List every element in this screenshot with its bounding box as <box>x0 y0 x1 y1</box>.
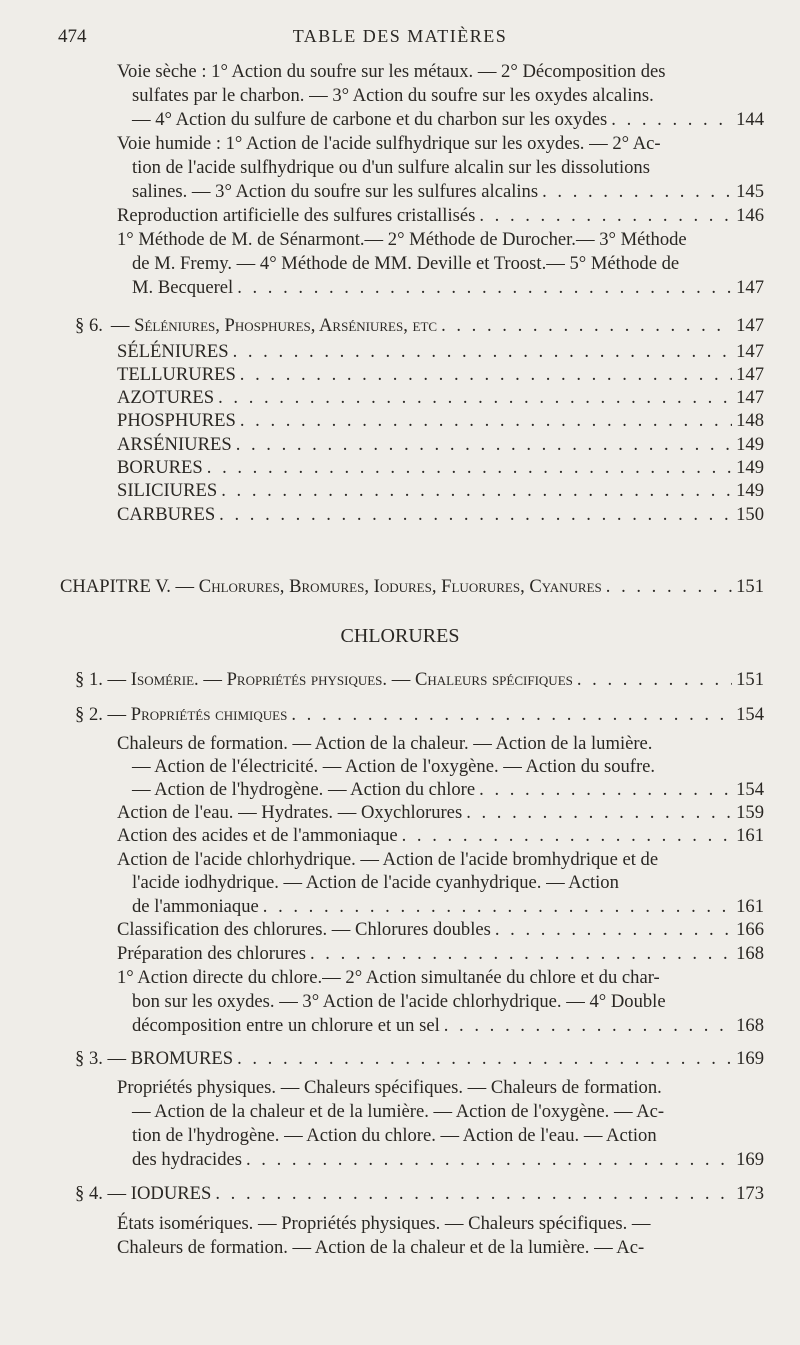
toc-entry: Préparation des chlorures . . . 168 <box>117 942 764 966</box>
page-ref: 150 <box>736 504 764 525</box>
page-ref: 154 <box>736 779 764 800</box>
toc-entry: SÉLÉNIURES . . . 147 <box>117 340 764 364</box>
toc-entry: décomposition entre un chlorure et un sel . . . 168 <box>132 1014 764 1038</box>
section-entry: § 2. — Propriétés chimiques . . . 154 <box>75 703 764 727</box>
page-ref: 147 <box>736 341 764 362</box>
section-heading: CHLORURES <box>340 625 460 647</box>
toc-entry: Action de l'eau. — Hydrates. — Oxychlorures . . . 159 <box>117 801 764 825</box>
toc-entry: — 4° Action du sulfure de carbone et du charbon sur les oxydes . . . 144 <box>132 108 764 132</box>
page-ref: 148 <box>736 410 764 431</box>
toc-line: 1° Action directe du chlore.— 2° Action simultanée du chlore et du char- <box>117 967 660 988</box>
page-ref: 166 <box>736 919 764 940</box>
toc-line: bon sur les oxydes. — 3° Action de l'acide chlorhydrique. — 4° Double <box>132 991 666 1012</box>
page-ref: 149 <box>736 480 764 501</box>
toc-line: tion de l'acide sulfhydrique ou d'un sulfure alcalin sur les dissolutions <box>132 157 650 178</box>
running-header <box>0 26 800 50</box>
toc-entry: CARBURES . . . 150 <box>117 503 764 527</box>
page-ref: 147 <box>736 387 764 408</box>
toc-line: États isomériques. — Propriétés physiques. — Chaleurs spécifiques. — <box>117 1213 651 1234</box>
section-entry: § 1. — Isomérie. — Propriétés physiques. — Chaleurs spécifiques . . . 151 <box>75 668 764 692</box>
page-ref: 147 <box>736 364 764 385</box>
toc-entry: Action des acides et de l'ammoniaque . . . 161 <box>117 824 764 848</box>
page-ref: 149 <box>736 434 764 455</box>
page-ref: 145 <box>736 181 764 202</box>
toc-line: Voie humide : 1° Action de l'acide sulfhydrique sur les oxydes. — 2° Ac- <box>117 133 661 154</box>
page-ref: 161 <box>736 896 764 917</box>
page-ref: 151 <box>736 576 764 597</box>
toc-entry: TELLURURES . . . 147 <box>117 363 764 387</box>
toc-entry: — Action de l'hydrogène. — Action du chlore . . . 154 <box>132 778 764 802</box>
chapter-entry: CHAPITRE V. — Chlorures, Bromures, Iodures, Fluorures, Cyanures . . . 151 <box>60 575 764 599</box>
page-number: 474 <box>58 26 87 47</box>
page-ref: 169 <box>736 1149 764 1170</box>
toc-entry: salines. — 3° Action du soufre sur les sulfures alcalins . . . 145 <box>132 180 764 204</box>
toc-entry: BORURES . . . 149 <box>117 456 764 480</box>
toc-line: de M. Fremy. — 4° Méthode de MM. Deville et Troost.— 5° Méthode de <box>132 253 680 274</box>
toc-entry: M. Becquerel . . . 147 <box>132 276 764 300</box>
toc-entry: Classification des chlorures. — Chlorures doubles . . . 166 <box>117 918 764 942</box>
toc-line: 1° Méthode de M. de Sénarmont.— 2° Méthode de Durocher.— 3° Méthode <box>117 229 687 250</box>
toc-line: tion de l'hydrogène. — Action du chlore. — Action de l'eau. — Action <box>132 1125 657 1146</box>
toc-entry: AZOTURES . . . 147 <box>117 386 764 410</box>
toc-line: sulfates par le charbon. — 3° Action du soufre sur les oxydes alcalins. <box>132 85 654 106</box>
toc-entry: de l'ammoniaque . . . 161 <box>132 895 764 919</box>
page-ref: 161 <box>736 825 764 846</box>
toc-line: l'acide iodhydrique. — Action de l'acide cyanhydrique. — Action <box>132 872 619 893</box>
page-ref: 173 <box>736 1183 764 1204</box>
page-ref: 168 <box>736 1015 764 1036</box>
page-ref: 154 <box>736 704 764 725</box>
page-ref: 144 <box>736 109 764 130</box>
page-ref: 168 <box>736 943 764 964</box>
page-ref: 159 <box>736 802 764 823</box>
section-entry: § 4. — IODURES . . . 173 <box>75 1182 764 1206</box>
toc-line: Action de l'acide chlorhydrique. — Action de l'acide bromhydrique et de <box>117 849 659 870</box>
page-ref: 147 <box>736 277 764 298</box>
section-entry: § 3. — BROMURES . . . 169 <box>75 1047 764 1071</box>
toc-line: — Action de l'électricité. — Action de l'oxygène. — Action du soufre. <box>132 756 656 777</box>
toc-entry: Reproduction artificielle des sulfures cristallisés . . . 146 <box>117 204 764 228</box>
toc-entry: des hydracides . . . 169 <box>132 1148 764 1172</box>
toc-line: Propriétés physiques. — Chaleurs spécifiques. — Chaleurs de formation. <box>117 1077 662 1098</box>
toc-line: Chaleurs de formation. — Action de la chaleur. — Action de la lumière. <box>117 733 653 754</box>
page-ref: 146 <box>736 205 764 226</box>
toc-line: Chaleurs de formation. — Action de la chaleur et de la lumière. — Ac- <box>117 1237 645 1258</box>
toc-line: Voie sèche : 1° Action du soufre sur les métaux. — 2° Décomposition des <box>117 61 666 82</box>
toc-line: — Action de la chaleur et de la lumière. — Action de l'oxygène. — Ac- <box>132 1101 665 1122</box>
page-ref: 151 <box>736 669 764 690</box>
toc-entry: PHOSPHURES . . . 148 <box>117 409 764 433</box>
page-ref: 169 <box>736 1048 764 1069</box>
toc-entry: SILICIURES . . . 149 <box>117 479 764 503</box>
page-ref: 147 <box>736 315 764 336</box>
page-ref: 149 <box>736 457 764 478</box>
toc-entry: ARSÉNIURES . . . 149 <box>117 433 764 457</box>
running-title: TABLE DES MATIÈRES <box>292 26 508 46</box>
section-entry: § 6. — Séléniures, Phosphures, Arséniures, etc . . . 147 <box>75 314 764 338</box>
